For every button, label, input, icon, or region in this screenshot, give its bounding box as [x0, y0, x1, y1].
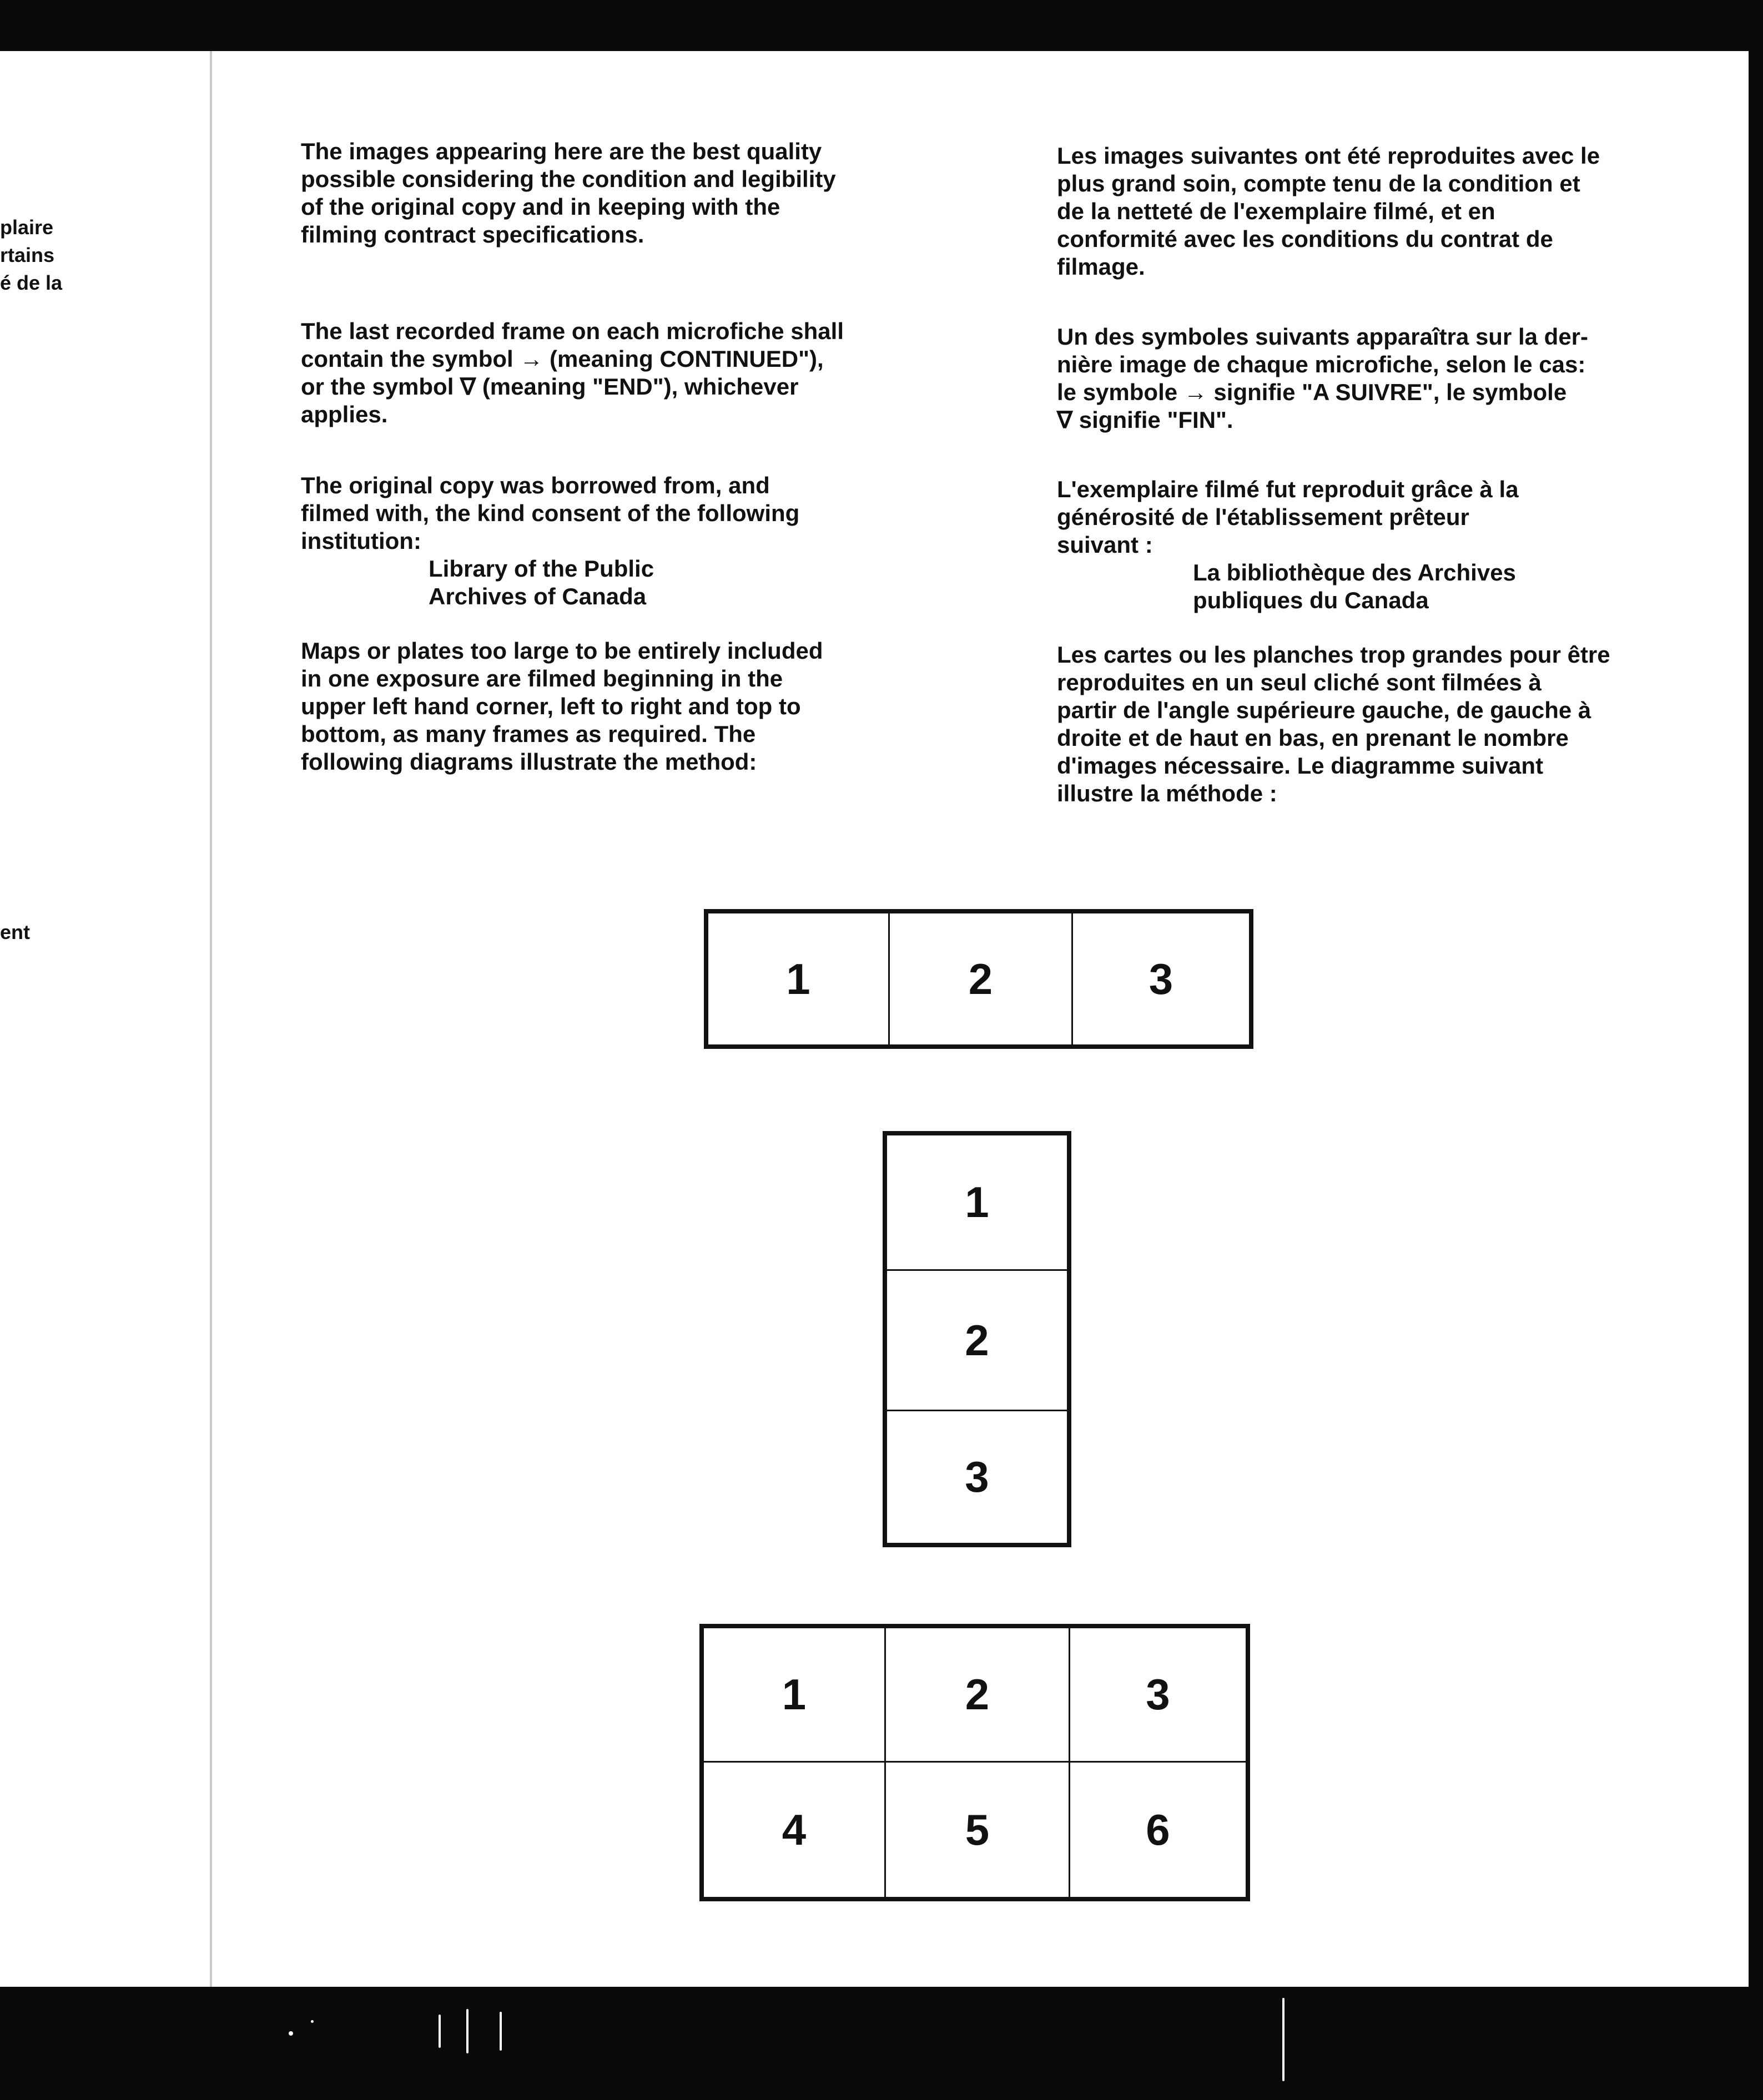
diagram-frame: 3	[885, 1410, 1069, 1544]
english-column	[301, 637, 945, 776]
french-column	[1057, 323, 1717, 434]
film-border-top	[0, 0, 1763, 51]
french-column	[1057, 142, 1717, 281]
french-borrowed-paragraph: L'exemplaire filmé fut reproduit grâce à la générosité de l'établissement prêteur suivant :	[1057, 476, 1519, 558]
film-scratch	[466, 2009, 469, 2053]
film-scratch	[500, 2012, 502, 2051]
film-border-right	[1749, 0, 1763, 2100]
left-page-fragment: plaire	[0, 216, 54, 239]
french-institution: La bibliothèque des Archives publiques du Canada	[1193, 559, 1516, 613]
diagram-frame: 3	[1071, 912, 1251, 1046]
english-symbol-paragraph: The last recorded frame on each microfiche shall contain the symbol → (meaning CONTINUED"), or the symbol ∇ (meaning "END"), whichever applies.	[301, 318, 844, 427]
english-quality-paragraph: The images appearing here are the best quality possible considering the condition and legibility of the original copy and in keeping with the filming contract specifications.	[301, 138, 836, 248]
diagram-frame: 1	[885, 1134, 1069, 1271]
film-scratch	[1282, 1998, 1285, 2081]
english-column	[301, 138, 945, 249]
left-page-fragment: ent	[0, 921, 30, 943]
diagram-horizontal-row	[704, 909, 1253, 1049]
diagram-frame: 5	[884, 1761, 1070, 1899]
film-speck	[311, 2020, 314, 2023]
diagram-frame: 1	[707, 912, 890, 1046]
diagram-frame: 1	[702, 1627, 886, 1763]
diagram-frame: 2	[884, 1627, 1070, 1763]
left-page-fragment: rtains	[0, 244, 55, 266]
english-maps-paragraph: Maps or plates too large to be entirely included in one exposure are filmed beginning in the upper left hand corner, left to right and top to bottom, as many frames as required. The following diagrams illustrate the method:	[301, 638, 823, 775]
diagram-frame: 6	[1069, 1761, 1247, 1899]
french-column	[1057, 641, 1717, 807]
english-institution: Library of the Public Archives of Canada	[429, 556, 654, 609]
french-maps-paragraph: Les cartes ou les planches trop grandes pour être reproduites en un seul cliché sont filmées à partir de l'angle supérieure gauche, de gauche à droite et de haut en bas, en prenant le nombre d'images nécessaire. Le diagramme suivant illustre la méthode :	[1057, 642, 1610, 806]
english-column	[301, 317, 945, 428]
english-column	[301, 472, 945, 610]
film-speck	[289, 2031, 293, 2036]
english-borrowed-paragraph: The original copy was borrowed from, and filmed with, the kind consent of the following institution:	[301, 472, 800, 554]
french-quality-paragraph: Les images suivantes ont été reproduites avec le plus grand soin, compte tenu de la condition et de la netteté de l'exemplaire filmé, et en conformité avec les conditions du contrat de filmage.	[1057, 143, 1600, 280]
diagram-vertical-column	[883, 1131, 1071, 1547]
left-page-fragment: é de la	[0, 271, 63, 294]
diagram-frame: 4	[702, 1761, 886, 1899]
film-border-bottom	[0, 1987, 1763, 2100]
diagram-frame: 2	[888, 912, 1073, 1046]
film-scratch	[439, 2015, 441, 2048]
diagram-frame: 2	[885, 1269, 1069, 1411]
page-fold-line	[210, 51, 212, 1987]
diagram-two-by-three-grid	[699, 1624, 1250, 1901]
diagram-frame: 3	[1069, 1627, 1247, 1763]
french-symbol-paragraph: Un des symboles suivants apparaîtra sur la der- nière image de chaque microfiche, selon le cas: le symbole → signifie "A SUIVRE", le symbole ∇ signifie "FIN".	[1057, 324, 1589, 433]
french-column	[1057, 476, 1717, 614]
